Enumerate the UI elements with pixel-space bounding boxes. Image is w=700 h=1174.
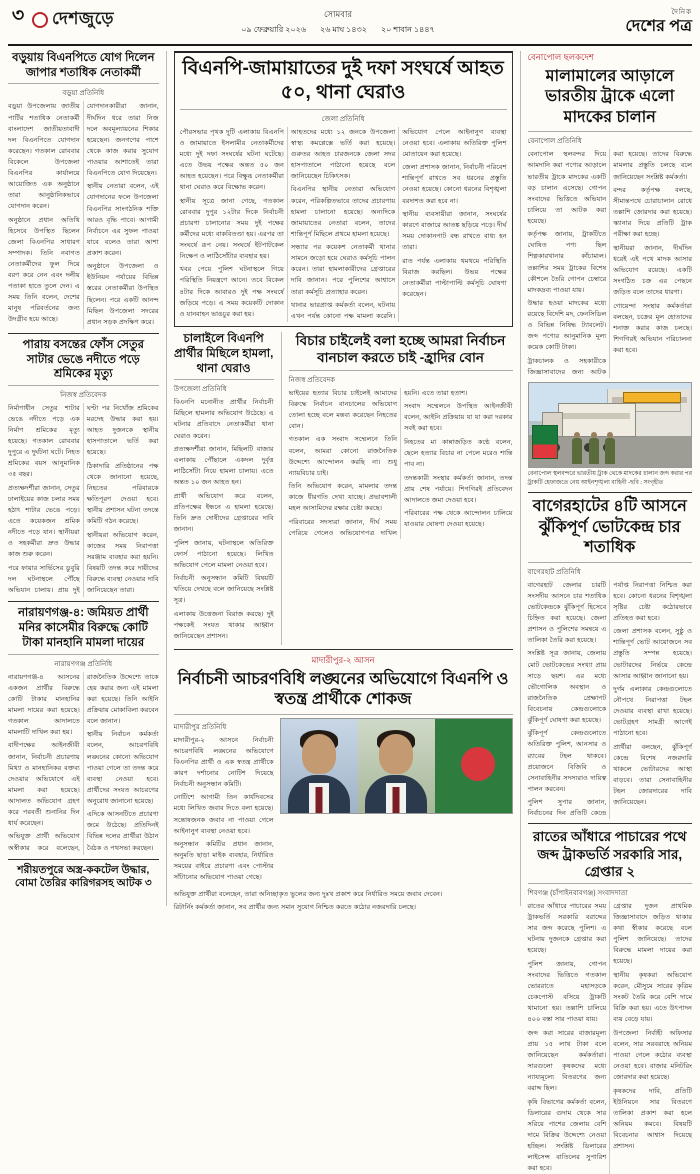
- paragraph: সন্ধ্যার পর কয়েকশ নেতাকর্মী থানার সামনে জড়ো হয়ে ঘেরাও কর্মসূচি পালন করেন। তারা হামলাকারীদের গ্রেপ্তারের দাবি জানান। পরে পুলিশের আশ্বাসে তারা কর্মসূচি প্রত্যাহার করেন।: [290, 244, 396, 296]
- bangladesh-flag-icon: [435, 719, 512, 814]
- kicker: মাদারীপুর-২ আসন: [311, 654, 375, 665]
- divider: [180, 109, 507, 110]
- cargo-container-shape: [558, 403, 636, 437]
- paragraph: তদন্তকারী সংস্থার কর্মকর্তা জানান, তদন্ত প্রায় শেষ পর্যায়ে। শিগগিরই প্রতিবেদন আদালতে জমা দেওয়া হবে।: [404, 474, 513, 504]
- mid-secondary-row: [174, 332, 513, 644]
- divider: [174, 714, 513, 715]
- paragraph: জব্দ করা সারের বাজারমূল্য প্রায় ১৫ লাখ টাকা বলে জানিয়েছেন কর্মকর্তারা। সারগুলো কৃষকদের মধ্যে ন্যায্যমূল্যে বিতরণের জন্য বরাদ্দ ছিল।: [527, 1029, 607, 1093]
- headline: বিএনপি-জামায়াতের দুই দফা সংঘর্ষে আহত ৫০, থানা ঘেরাও: [182, 58, 504, 104]
- paragraph: মাদারীপুর-২ আসনে নির্বাচনী আচরণবিধি লঙ্ঘনের অভিযোগে বিএনপির প্রার্থী ও এক স্বতন্ত্র প্রার্থীকে কারণ দর্শানোর নোটিশ দিয়েছে নির্বাচনী অনুসন্ধান কমিটি।: [173, 736, 274, 788]
- paragraph: পুলিশ জানায়, ঘটনাস্থলে অতিরিক্ত ফোর্স পাঠানো হয়েছে। লিখিত অভিযোগ পেলে মামলা নেওয়া হবে।: [173, 539, 274, 569]
- headline: বিচার চাইলেই বলা হচ্ছে আমরা নির্বাচন বানচাল করতে চাই -হ্রাদির বোন: [295, 333, 506, 366]
- article-text-block: [174, 718, 274, 886]
- circle-logo-icon: [32, 12, 48, 28]
- paragraph: নির্মাণাধীন সেতুর শাটার ভেঙে নদীতে পড়ে এক নির্মাণ শ্রমিকের মৃত্যু হয়েছে। গতকাল রোববার দুপুরে এ দুর্ঘটনা ঘটে। নিহত শ্রমিকের বয়স আনুমানিক ৩৫ বছর।: [8, 405, 80, 479]
- date-bangla: ২৬ মাঘ ১৪৩২: [320, 25, 367, 34]
- face-shape: [379, 734, 413, 774]
- paragraph: অনুষ্ঠানে উপজেলা ও ইউনিয়ন পর্যায়ের বিভিন্ন স্তরের নেতাকর্মীরা উপস্থিত ছিলেন। পরে একটি আনন্দ মিছিল উপজেলা সদরের প্রধান সড়ক প্রদক্ষিণ করে।: [86, 263, 159, 326]
- date-gregorian: ০৯ ফেব্রুয়ারি ২০২৬: [241, 25, 307, 34]
- paper-masthead: [562, 6, 692, 36]
- headline: নারায়ণগঞ্জ-৪: জমিয়ত প্রার্থী মনির কাসেমীর বিরুদ্ধে কোটি টাকা মানহানি মামলা দায়ের: [18, 607, 149, 649]
- divider: [174, 649, 513, 650]
- candidates-photo: [280, 718, 513, 814]
- divider: [8, 601, 159, 602]
- divider: [528, 883, 692, 884]
- paragraph: গোয়েন্দা সংস্থার কর্মকর্তারা বলছেন, চক্রের মূল হোতাদের শনাক্ত করার কাজ চলছে। শিগগিরই অভিযান পরিচালনা করা হবে।: [613, 302, 692, 354]
- byline: জেলা প্রতিনিধি: [321, 115, 365, 123]
- paragraph: স্থানীয় ব্যবসায়ীরা জানান, সংঘর্ষের কারণে বাজারে আতঙ্ক ছড়িয়ে পড়ে। দীর্ঘ সময় দোকানপাট বন্ধ রাখতে বাধ্য হন তারা।: [402, 211, 507, 252]
- byline: মাদারীপুর প্রতিনিধি: [173, 723, 227, 731]
- paragraph: আহতদের মধ্যে ১২ জনকে উপজেলা স্বাস্থ্য কমপ্লেক্সে ভর্তি করা হয়েছে। গুরুতর আহত চারজনকে জেলা সদর হাসপাতালে পাঠানো হয়েছে বলে জানিয়েছেন চিকিৎসক।: [290, 128, 396, 180]
- paragraph: বেনাপোল স্থলবন্দর দিয়ে আমদানি করা পণ্যের আড়ালে ভারতীয় ট্রাকে মাদকের একটি বড় চালান এসেছে। গোপন সংবাদের ভিত্তিতে অভিযান চালিয়ে তা আটক করা হয়েছে।: [527, 151, 607, 225]
- article-body: [528, 580, 692, 820]
- paragraph: নির্বাচনী অনুসন্ধান কমিটি বিষয়টি খতিয়ে দেখছে বলে জানিয়েছে সংশ্লিষ্ট সূত্র।: [173, 575, 274, 605]
- paragraph: বিএনপি মনোনীত প্রার্থীর নির্বাচনী মিছিলে হামলার অভিযোগ উঠেছে। এ ঘটনার প্রতিবাদে নেতাকর্মীরা থানা ঘেরাও করেন।: [173, 399, 274, 440]
- paper-tag: দৈনিক: [671, 9, 692, 16]
- article-body: [528, 901, 692, 1174]
- paragraph: অভিযুক্ত প্রার্থী অভিযোগ অস্বীকার করে বলেছেন, রাজনৈতিক উদ্দেশ্যে তাকে হেয় করার জন্য এই মামলা করা হয়েছে। তিনি আইনি প্রক্রিয়ায় মোকাবিলা করবেন বলে জানান।: [8, 673, 159, 852]
- bangladesh-flag-icon: [532, 425, 558, 459]
- paragraph: ঝুঁকিপূর্ণ কেন্দ্রগুলোতে অতিরিক্ত পুলিশ, আনসার ও র‍্যাবের টহল থাকবে। প্রয়োজনে বিজিবি ও সেনাবাহিনীর সদস্যরাও দায়িত্ব পালন করবেন।: [527, 730, 607, 793]
- paragraph: পরিবারের পক্ষ থেকে আন্দোলন চালিয়ে যাওয়ার ঘোষণা দেওয়া হয়েছে।: [404, 510, 513, 529]
- paper-title: দেশের পত্র: [625, 18, 692, 35]
- paragraph: প্রত্যক্ষদর্শীরা জানান, মিছিলটি বাজার এলাকায় পৌঁছালে একদল দুর্বৃত্ত লাঠিসোঁটা নিয়ে হামলা চালায়। এতে অন্তত ১০ জন আহত হন।: [173, 446, 274, 487]
- section-name: দেশজুড়ে: [52, 9, 115, 28]
- paragraph: পৌরসভার পৃথক দুটি এলাকায় বিএনপি ও জামায়াতে ইসলামীর নেতাকর্মীদের মধ্যে দুই দফা সংঘর্ষের ঘটনা ঘটেছে। এতে উভয় পক্ষের অন্তত ৫০ জন আহত হয়েছেন। পরে বিক্ষুব্ধ নেতাকর্মীরা থানা ঘেরাও করে বিক্ষোভ করেন।: [179, 128, 284, 191]
- article-lead-clash: [174, 51, 513, 327]
- paragraph: এলাকায় উত্তেজনা বিরাজ করছে। দুই পক্ষকেই সংযত থাকার আহ্বান জানিয়েছেন প্রশাসন।: [173, 610, 274, 641]
- headline: মালামালের আড়ালে ভারতীয় ট্রাকে এলো মাদকের চালান: [545, 68, 675, 126]
- section-logo: [32, 6, 114, 34]
- article-justice-demand: [281, 332, 513, 644]
- article-bridge-worker-death: [8, 338, 159, 597]
- paragraph: অভিযুক্ত প্রার্থীরা বলেছেন, তারা অনিচ্ছাকৃত ভুলের জন্য দুঃখ প্রকাশ করে নির্ধারিত সময়ে জবাব দেবেন।: [173, 890, 443, 898]
- kicker: বেনাপোল ছলকদেশ: [527, 52, 594, 62]
- paragraph: বিএনপির স্থানীয় নেতারা অভিযোগ করেন, পরিকল্পিতভাবে তাদের প্রচারণায় হামলা চালানো হয়েছে। অন্যদিকে জামায়াতের নেতারা বলেন, তাদের শান্তিপূর্ণ মিছিলে প্রথমে হামলা হয়েছে।: [290, 186, 396, 238]
- paragraph: গ্রেপ্তার দুজন প্রাথমিক জিজ্ঞাসাবাদে জড়িত থাকার কথা স্বীকার করেছে বলে পুলিশ জানিয়েছে। তাদের বিরুদ্ধে মামলা দায়ের করা হয়েছে।: [613, 903, 692, 966]
- headline: পারায় বসন্তের ফোঁস সেতুর সাটার ভেঙে নদীতে পড়ে শ্রমিকের মৃত্যু: [22, 338, 144, 381]
- paragraph: প্রত্যক্ষদর্শীরা জানান, সেতুর ঢালাইয়ের কাজ চলার সময় হঠাৎ শাটার ভেঙে পড়ে। এতে কয়েকজন শ্রমিক নদীতে পড়ে যান। স্থানীয়রা ও সহকর্মীরা দ্রুত উদ্ধার কাজ শুরু করেন।: [8, 485, 80, 559]
- paragraph: তিনি অভিযোগ করেন, মামলার তদন্ত কাজে ধীরগতি দেখা যাচ্ছে। প্রভাবশালী মহল আসামিদের রক্ষার চেষ্টা করছে।: [288, 483, 398, 513]
- byline: বড়ুয়া প্রতিনিধি: [62, 90, 105, 98]
- officer-figure: [572, 438, 582, 464]
- article-with-photo: [174, 718, 513, 886]
- column-right: [520, 51, 692, 1173]
- page-body: [8, 51, 692, 1173]
- truck-photo: [528, 382, 692, 468]
- paragraph: বাগেরহাট জেলার চারটি সংসদীয় আসনে চার শতাধিক ভোটকেন্দ্রকে ঝুঁকিপূর্ণ হিসেবে চিহ্নিত করা হয়েছে। জেলা প্রশাসন ও পুলিশের সমন্বয়ে এ তালিকা তৈরি করা হয়েছে।: [527, 581, 607, 644]
- paragraph: পরে ফায়ার সার্ভিসের ডুবুরি দল ঘটনাস্থলে পৌঁছে অভিযান চালায়। প্রায় দুই ঘণ্টা পর নিখোঁজ শ্রমিকের মরদেহ উদ্ধার করা হয়। আহত দুজনকে স্থানীয় হাসপাতালে ভর্তি করা হয়েছে।: [8, 405, 159, 595]
- article-defamation-case: [8, 606, 159, 854]
- paragraph: বাদীপক্ষের আইনজীবী জানান, নির্বাচনী প্রচারণায় মিথ্যা ও মানহানিকর বক্তব্য দেওয়ার অভিযোগে এই মামলা করা হয়েছে। আদালত অভিযোগ গ্রহণ করে পরবর্তী শুনানির দিন ধার্য করেছেন।: [8, 742, 80, 827]
- divider: [8, 83, 159, 84]
- article-drug-consignment: [528, 51, 692, 488]
- paragraph: উপজেলা নির্বাহী অফিসার বলেন, সার সরবরাহে অনিয়ম পাওয়া গেলে কঠোর ব্যবস্থা নেওয়া হবে। বাজার মনিটরিং জোরদার করা হয়েছে।: [613, 1029, 692, 1082]
- article-body: [528, 149, 692, 378]
- divider: [289, 370, 513, 371]
- article-body: [8, 672, 159, 855]
- weekday: সোমবার: [323, 9, 353, 19]
- headline: বড়ুয়ায় বিএনপিতে যোগ দিলেন জাপার শতাধিক নেতাকর্মী: [12, 52, 155, 79]
- face-shape: [302, 734, 336, 774]
- paragraph: রিটার্নিং কর্মকর্তা জানান, সব প্রার্থীর জন্য সমান সুযোগ নিশ্চিত করতে কঠোর নজরদারি চলছে।: [173, 904, 417, 912]
- paragraph: জেলা প্রশাসক জানান, নির্বাচনী পরিবেশ শান্তিপূর্ণ রাখতে সব ধরনের প্রস্তুতি নেওয়া হয়েছে। কোনো ধরনের বিশৃঙ্খলা বরদাশত করা হবে না।: [402, 164, 507, 205]
- paragraph: প্রার্থীরা বলছেন, ঝুঁকিপূর্ণ কেন্দ্রে বিশেষ নজরদারি থাকলে ভোটারদের আস্থা বাড়বে। তারা সেনাবাহিনীর টহল জোরদারের দাবি জানিয়েছেন।: [613, 743, 692, 807]
- divider: [528, 823, 692, 824]
- paragraph: নোটিশে আগামী তিন কার্যদিবসের মধ্যে লিখিত জবাব দিতে বলা হয়েছে। সন্তোষজনক জবাব না পাওয়া গেলে আইনানুগ ব্যবস্থা নেওয়া হবে।: [173, 794, 274, 835]
- paragraph: কৃষি বিভাগের কর্মকর্তা বলেন, ডিলারের গুদাম থেকে সার সরিয়ে পাশের জেলায় বেশি দামে বিক্রির উদ্দেশ্যে নেওয়া হচ্ছিল। সংশ্লিষ্ট ডিলারের লাইসেন্স বাতিলের সুপারিশ করা হবে।: [527, 1098, 607, 1173]
- paragraph: ঠিকাদারি প্রতিষ্ঠানের পক্ষ থেকে জানানো হয়েছে, নিহতের পরিবারকে ক্ষতিপূরণ দেওয়া হবে। স্থানীয় প্রশাসন ঘটনা তদন্তে কমিটি গঠন করেছে।: [86, 462, 159, 526]
- paragraph: অনুসন্ধান কমিটির প্রধান জানান, অনুমতি ছাড়া মাইক ব্যবহার, নির্ধারিত সময়ের বাইরে প্রচারণা এবং পোস্টার সাঁটানোর অভিযোগ পাওয়া গেছে।: [173, 841, 274, 882]
- paragraph: স্থানীয় নির্বাচন কর্মকর্তা বলেন, আচরণবিধি লঙ্ঘনের কোনো অভিযোগ পাওয়া গেলে তা তদন্ত করে ব্যবস্থা নেওয়া হবে। প্রার্থীদের সংযত আচরণের অনুরোধ জানানো হয়েছে।: [86, 731, 159, 805]
- paragraph: স্থানীয় কৃষকরা অভিযোগ করেন, মৌসুমে সারের কৃত্রিম সংকট তৈরি করে বেশি দামে বিক্রি করা হয়। এতে উৎপাদন ব্যয় বেড়ে যায়।: [613, 972, 692, 1024]
- paragraph: স্থানীয়রা অভিযোগ করেন, কাজের সময় নিরাপত্তা সরঞ্জাম ব্যবহার করা হয়নি। বিষয়টি তদন্ত করে দায়ীদের বিরুদ্ধে ব্যবস্থা নেওয়ার দাবি জানিয়েছেন তারা।: [86, 531, 159, 595]
- paragraph: অনুষ্ঠানে প্রধান অতিথি হিসেবে উপস্থিত ছিলেন জেলা বিএনপির সাধারণ সম্পাদক। তিনি নবাগত নেতাকর্মীদের ফুল দিয়ে বরণ করে নেন এবং দলীয় পতাকা হাতে তুলে দেন। এ সময় তিনি বলেন, দেশের মানুষ পরিবর্তনের জন্য উদগ্রীব হয়ে আছে।: [8, 216, 80, 324]
- paragraph: যোগদানকারীরা জানান, দীর্ঘদিন ধরে তারা নিজ দলে অবমূল্যায়নের শিকার হয়েছেন। জনগণের পাশে থেকে কাজ করার সুযোগ পাওয়ার আশাতেই তারা বিএনপিতে যোগ দিয়েছেন।: [86, 103, 159, 177]
- date-hijri: ২০ শাবান ১৪৪৭: [380, 25, 435, 34]
- officer-figure: [589, 438, 599, 464]
- article-risky-polling-centres: [528, 497, 692, 819]
- masthead-dateline: [114, 6, 562, 37]
- paragraph: খবর পেয়ে পুলিশ ঘটনাস্থলে গিয়ে পরিস্থিতি নিয়ন্ত্রণে আনে। তবে বিকেল ৪টার দিকে আবারও দুই পক্ষ সংঘর্ষে জড়িয়ে পড়ে। এ সময় কয়েকটি দোকান ও যানবাহন ভাঙচুর করা হয়।: [179, 266, 284, 318]
- paragraph: ট্রাকচালক ও সহকারীকে জিজ্ঞাসাবাদের জন্য আটক করা হয়েছে। তাদের বিরুদ্ধে মামলার প্রস্তুতি চলছে বলে জানিয়েছেন সংশ্লিষ্ট কর্মকর্তা।: [527, 151, 692, 377]
- article-body: [8, 403, 159, 597]
- paragraph: পুলিশ জানায়, গোপন সংবাদের ভিত্তিতে গতকাল ভোররাতে মহাসড়কে চেকপোস্ট বসিয়ে ট্রাকটি থামানো হয়। তল্লাশি চালিয়ে ৪০০ বস্তা সার পাওয়া যায়।: [527, 960, 607, 1024]
- paragraph: গতকাল এক সংবাদ সম্মেলনে তিনি বলেন, আমরা কোনো রাজনৈতিক উদ্দেশ্যে আন্দোলন করছি না। শুধু ন্যায়বিচার চাই।: [288, 436, 398, 477]
- paragraph: এদিকে আসনটিতে প্রচারণা জমে উঠেছে। প্রতিদিনই বিভিন্ন দলের প্রার্থীরা উঠান বৈঠক ও পথসভা করছেন।: [86, 811, 159, 852]
- divider: [8, 859, 159, 860]
- tie-shape: [393, 787, 400, 813]
- byline: উপজেলা প্রতিনিধি: [173, 386, 227, 394]
- paragraph: স্থানীয়রা জানান, দীর্ঘদিন ধরেই এই পথে মাদক আসার অভিযোগ রয়েছে। একটি সংগঠিত চক্র এর পেছনে জড়িত বলে তাদের ধারণা।: [613, 244, 692, 297]
- headline: রাতের আঁধারে পাচারের পথে জব্দ ট্রাকভর্তি সরকারি সার, গ্রেপ্তার ২: [532, 829, 687, 879]
- byline: নারায়ণগঞ্জ প্রতিনিধি: [54, 660, 113, 668]
- article-body: [289, 388, 513, 539]
- page-number: ৩: [11, 5, 25, 26]
- yellow-signboard: [623, 392, 681, 403]
- paragraph: উদ্ধার হওয়া মাদকের মধ্যে রয়েছে বিদেশি মদ, ফেনসিডিল ও বিভিন্ন নিষিদ্ধ ট্যাবলেট। জব্দ পণ্যের আনুমানিক মূল্য কয়েক কোটি টাকা।: [527, 300, 607, 352]
- divider: [174, 379, 274, 380]
- article-body: [180, 127, 507, 323]
- byline: নিজস্ব প্রতিবেদক: [288, 376, 336, 384]
- byline: বাগেরহাট প্রতিনিধি: [527, 568, 581, 576]
- headline: চালাইলে বিএনপি প্রার্থীর মিছিলে হামলা, থানা ঘেরাও: [173, 333, 274, 375]
- article-rally-attack: [174, 332, 274, 644]
- byline: শিবগঞ্জ (চাঁপাইনবাবগঞ্জ) সংবাদদাতা: [527, 890, 628, 898]
- paragraph: কর্তৃপক্ষ জানায়, ট্রাকটিতে ঘোষিত পণ্য ছিল শিল্পকারখানার কাঁচামাল। তল্লাশির সময় ট্রাকের বিশেষ কৌশলে তৈরি গোপন চেম্বারে মাদকদ্রব্য পাওয়া যায়।: [527, 231, 607, 294]
- paragraph: দুর্গম এলাকার কেন্দ্রগুলোতে নৌপথে নিরাপত্তা টহল দেওয়ার ব্যবস্থা রাখা হয়েছে। ভোটগ্রহণ সামগ্রী আগেই পাঠানো হবে।: [613, 686, 692, 738]
- officer-figure: [605, 438, 615, 464]
- divider: [8, 385, 159, 386]
- paragraph: স্থানীয় সূত্রে জানা গেছে, গতকাল রোববার দুপুর ১২টার দিকে নির্বাচনী প্রচারণা চালানোর সময় দুই পক্ষের কর্মীদের মধ্যে বাকবিতণ্ডা হয়। এরপর তা সংঘর্ষে রূপ নেয়। সংঘর্ষে ইটপাটকেল নিক্ষেপ ও লাঠিসোঁটার ব্যবহার হয়।: [179, 197, 284, 260]
- paragraph: পরিবারের সদস্যরা জানান, দীর্ঘ সময় পেরিয়ে গেলেও অভিযোগপত্র দাখিল হয়নি। এতে তারা হতাশ।: [288, 389, 468, 537]
- paragraph: প্রার্থী অভিযোগ করে বলেন, প্রতিপক্ষের ইন্ধনে এ হামলা হয়েছে। তিনি দ্রুত দোষীদের গ্রেপ্তারের দাবি জানান।: [173, 492, 274, 534]
- article-body: [174, 397, 274, 642]
- divider: [8, 654, 159, 655]
- date-bar: [114, 24, 562, 37]
- article-body: [174, 735, 274, 884]
- paragraph: সংশ্লিষ্ট সূত্র জানায়, জেলায় মোট ভোটকেন্দ্রের সংখ্যা প্রায় সাড়ে ছয়শ। এর মধ্যে ভৌগোলিক অবস্থান ও রাজনৈতিক প্রেক্ষাপট বিবেচনায় কেন্দ্রগুলোকে ঝুঁকিপূর্ণ ঘোষণা করা হয়েছে।: [527, 650, 607, 724]
- paragraph: জেলা প্রশাসক বলেন, সুষ্ঠু ও শান্তিপূর্ণ ভোট আয়োজনে সব প্রস্তুতি সম্পন্ন হয়েছে। ভোটারদের নির্ভয়ে কেন্দ্রে আসার আহ্বান জানানো হয়।: [613, 628, 692, 680]
- byline: বেনাপোল প্রতিনিধি: [527, 138, 582, 146]
- paragraph: বড়ুয়া উপজেলায় জাতীয় পার্টির শতাধিক নেতাকর্মী বাংলাদেশ জাতীয়তাবাদী দল বিএনপিতে যোগদান করেছেন। গতকাল রোববার বিকেলে উপজেলা বিএনপির কার্যালয়ে আয়োজিত এক অনুষ্ঠানে তারা আনুষ্ঠানিকভাবে যোগদান করেন।: [8, 103, 80, 210]
- headline: নির্বাচনী আচরণবিধি লঙ্ঘনের অভিযোগে বিএনপি ও স্বতন্ত্র প্রার্থীকে শোকজ: [177, 670, 509, 709]
- divider: [528, 562, 692, 563]
- byline: নিজস্ব প্রতিবেদক: [60, 392, 107, 400]
- paragraph: রাতের আঁধারে পাচারের সময় ট্রাকভর্তি সরকারি বরাদ্দের সার জব্দ করেছে পুলিশ। এ ঘটনায় দুজনকে গ্রেপ্তার করা হয়েছে।: [527, 903, 607, 955]
- photo-caption: বেনাপোল স্থলবন্দরে ভারতীয় ট্রাক থেকে মাদকের চালান জব্দ করার পর ট্রাকটি হেফাজতে নেয় আইনশৃঙ্খলা বাহিনী -ছবি : সংগৃহীত: [527, 471, 692, 487]
- paragraph: থানার ভারপ্রাপ্ত কর্মকর্তা বলেন, ঘটনায় এখন পর্যন্ত কোনো পক্ষ মামলা করেনি। অভিযোগ পেলে আইনানুগ ব্যবস্থা নেওয়া হবে। এলাকায় অতিরিক্ত পুলিশ মোতায়েন করা হয়েছে।: [290, 128, 507, 321]
- masthead: [8, 6, 692, 46]
- article-arms-recovery: [8, 864, 159, 891]
- divider: [528, 492, 692, 493]
- column-left: [8, 51, 159, 906]
- article-madaripur-showcause: [174, 654, 513, 916]
- divider: [528, 131, 692, 132]
- paragraph: নিহতের মা কান্নাজড়িত কণ্ঠে বলেন, ছেলে হত্যার বিচার না পেলে মরেও শান্তি পাব না।: [404, 438, 513, 469]
- article-japa-defection: [8, 51, 159, 329]
- article-fertilizer-seizure: [528, 828, 692, 1174]
- portrait-candidate-1: [281, 719, 358, 813]
- paragraph: রাত পর্যন্ত এলাকায় থমথমে পরিস্থিতি বিরাজ করছিল। উভয় পক্ষের নেতাকর্মীরা পাল্টাপাল্টি কর্মসূচি ঘোষণা করেছেন।: [402, 257, 507, 298]
- column-middle: [166, 51, 513, 912]
- paragraph: স্থানীয় নেতারা বলেন, এই যোগদানের ফলে উপজেলা বিএনপির সাংগঠনিক শক্তি আরও বৃদ্ধি পাবে। আগামী নির্বাচনে এর সুফল পাওয়া যাবে বলেও তারা আশা প্রকাশ করেন।: [86, 183, 159, 257]
- paragraph: বন্দর কর্তৃপক্ষ বলছে, সীমান্তপথে চোরাচালান রোধে তল্লাশি জোরদার করা হয়েছে। স্ক্যানার দিয়ে প্রতিটি ট্রাক পরীক্ষা করা হচ্ছে।: [613, 187, 692, 239]
- article-body: [8, 101, 159, 329]
- paragraph: সংবাদ সম্মেলনে উপস্থিত আইনজীবী বলেন, আইনি প্রক্রিয়ায় যা যা করা দরকার সবই করা হবে।: [404, 403, 513, 433]
- paragraph: পুলিশ সুপার জানান, নির্বাচনের দিন প্রতিটি কেন্দ্রে পর্যাপ্ত নিরাপত্তা নিশ্চিত করা হবে। কোনো ধরনের বিশৃঙ্খলা সৃষ্টির চেষ্টা কঠোরভাবে প্রতিহত করা হবে।: [527, 581, 692, 818]
- portrait-candidate-2: [358, 719, 435, 813]
- paragraph: কৃষকদের দাবি, প্রতিটি ইউনিয়নে সার বিতরণে তালিকা প্রকাশ করা হলে অনিয়ম কমবে। বিষয়টি বিবেচনার আশ্বাস দিয়েছে প্রশাসন।: [613, 1087, 692, 1150]
- divider: [8, 333, 159, 334]
- headline: বাগেরহাটের ৪টি আসনে ঝুঁকিপূর্ণ ভোটকেন্দ্র চার শতাধিক: [532, 498, 687, 557]
- paragraph: নারায়ণগঞ্জ-৪ আসনের একজন প্রার্থীর বিরুদ্ধে কোটি টাকার মানহানির মামলা দায়ের করা হয়েছে। গতকাল আদালতে মামলাটি দাখিল করা হয়।: [8, 673, 80, 736]
- paragraph: ভাইয়ের হত্যার বিচার চাইলেই আমাদের বিরুদ্ধে নির্বাচন বানচালের অভিযোগ তোলা হচ্ছে বলে মন্তব্য করেছেন নিহতের বোন।: [288, 389, 398, 430]
- tie-shape: [316, 787, 323, 813]
- headline: শরীয়তপুরে অস্ত্র-ককটেল উদ্ধার, বোমা তৈরির কারিগরসহ আটক ৩: [14, 863, 152, 890]
